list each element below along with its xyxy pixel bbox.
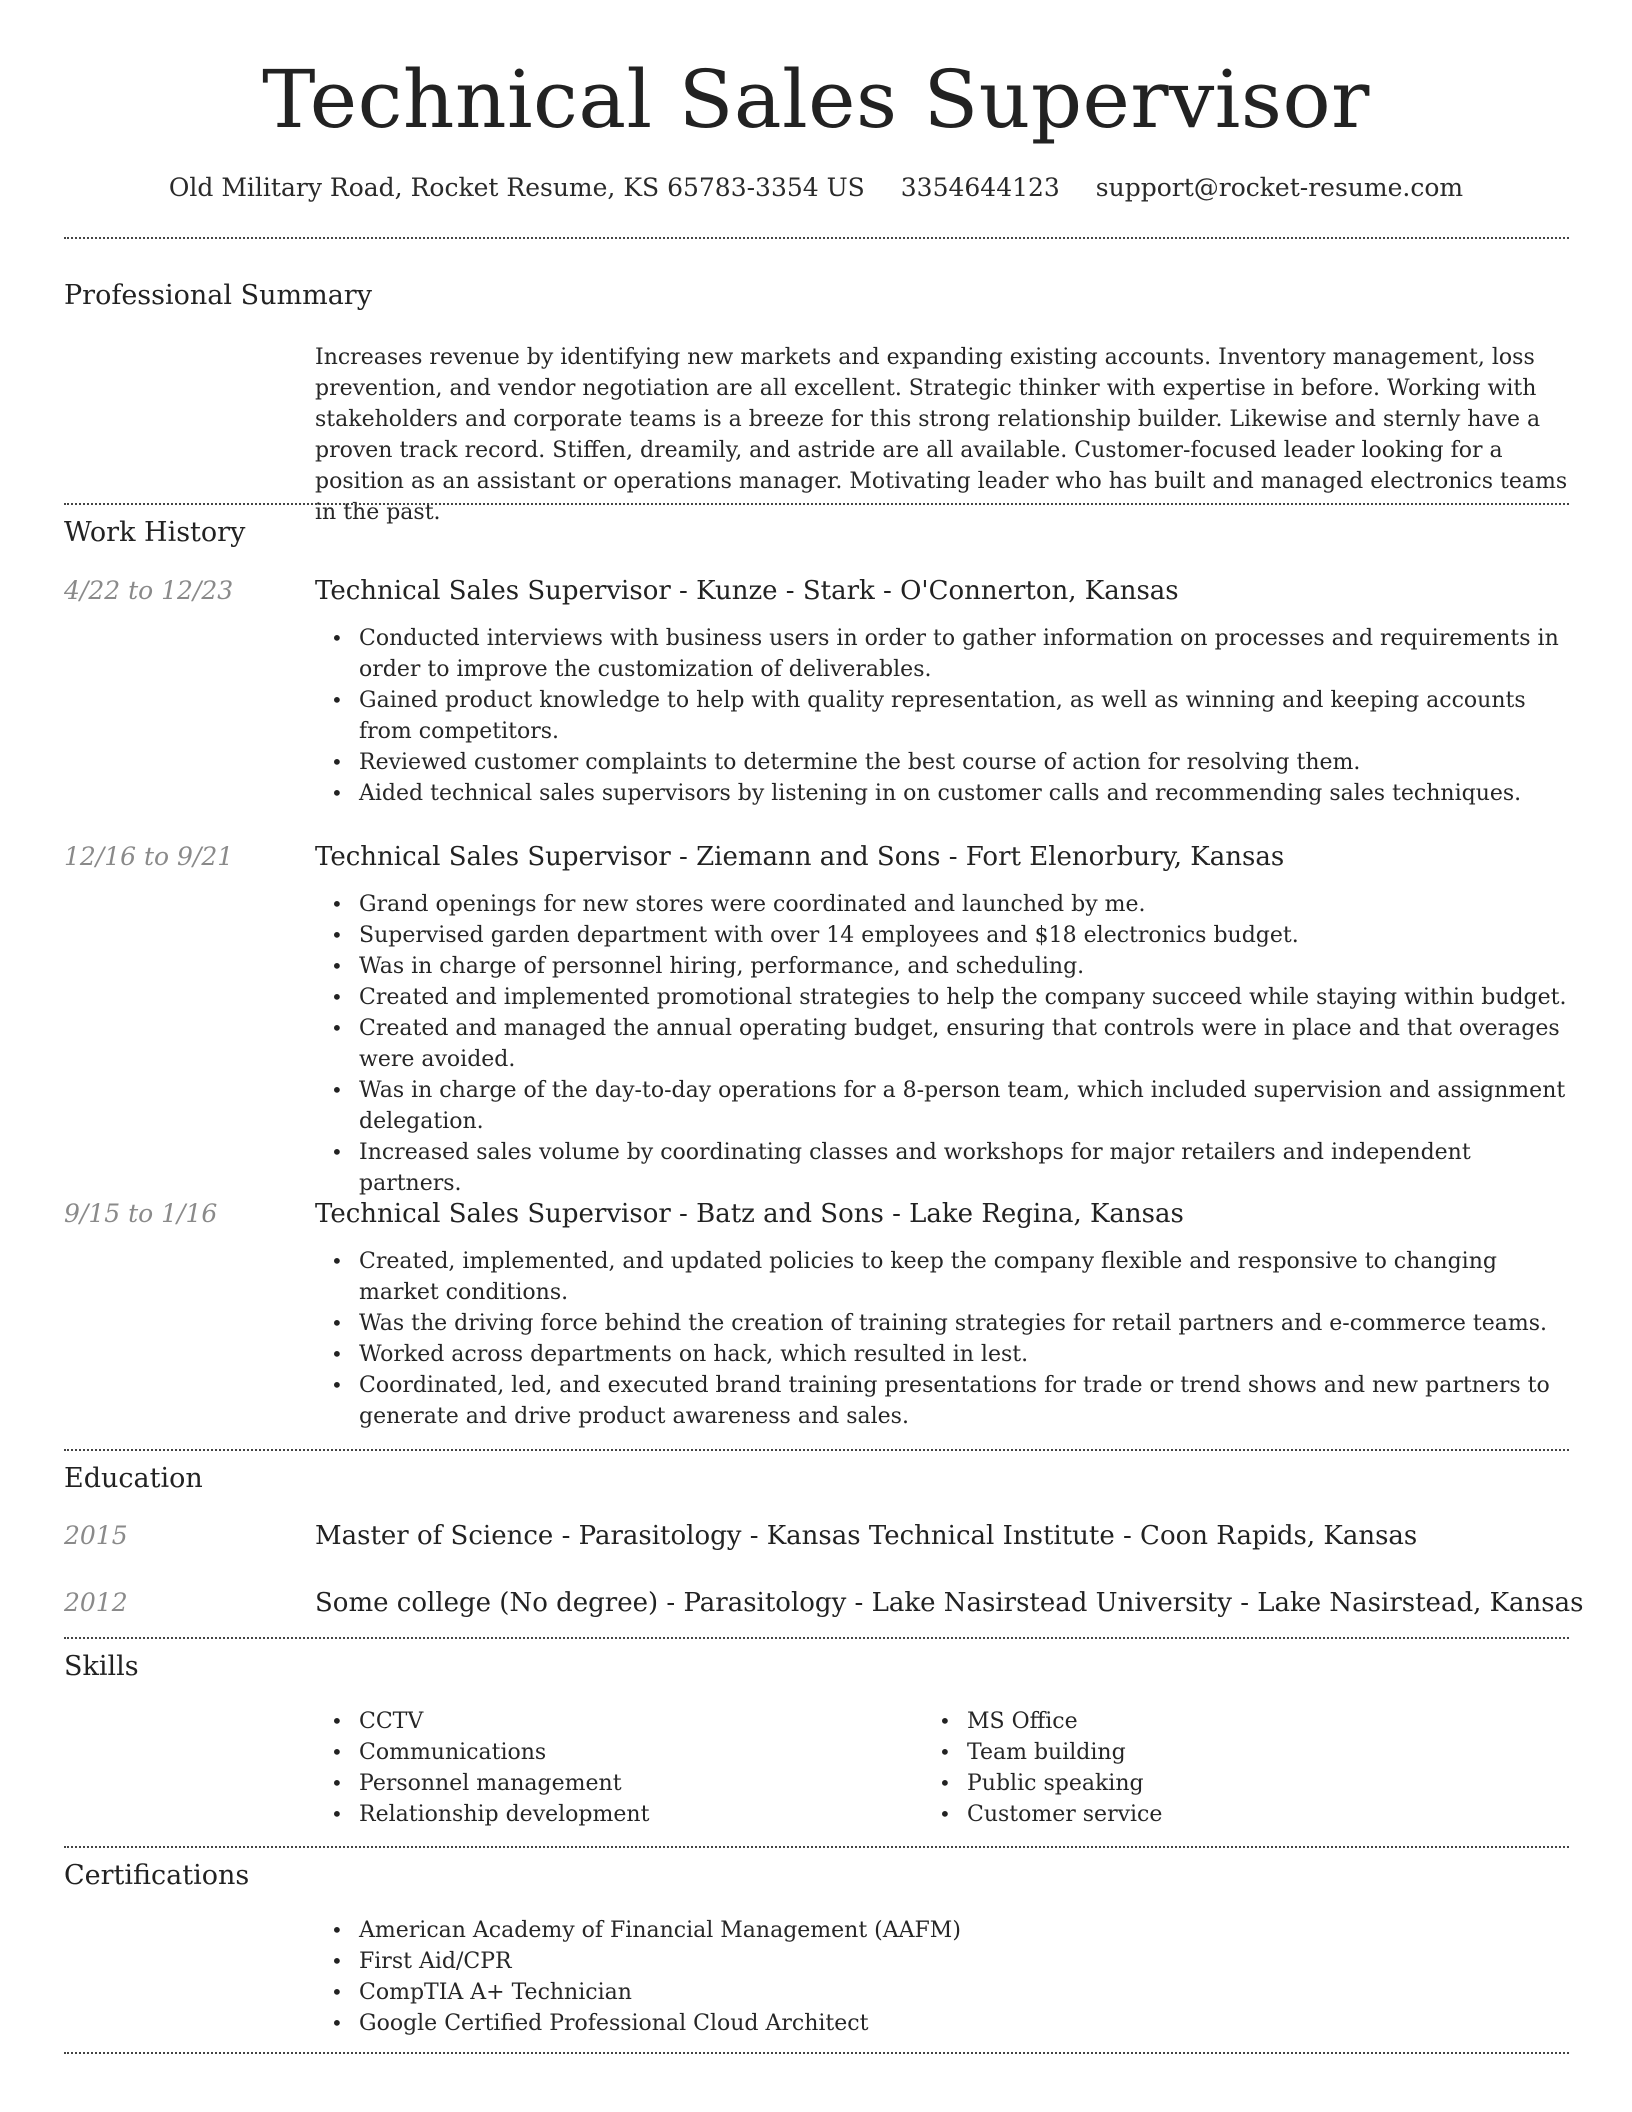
education-heading: Some college (No degree) - Parasitology - Lake Nasirstead University - Lake Nasirstead, Kansas [315, 1588, 1584, 1618]
section-title-skills: Skills [64, 1651, 139, 1682]
job-bullet: • Coordinated, led, and executed brand training presentations for trade or trend shows and new partners to generate and drive product awareness and sales. [315, 1370, 1570, 1432]
job-bullet: • Conducted interviews with business users in order to gather information on processes and requirements in order to improve the customization of deliverables. [315, 623, 1570, 685]
skill-item: • CCTV [315, 1706, 1570, 1737]
skill-item: • Customer service [923, 1799, 1632, 1830]
skill-item: • Communications [315, 1737, 1570, 1768]
job-bullets [315, 623, 1570, 809]
certification-item: • Google Certified Professional Cloud Architect [315, 2008, 1570, 2039]
section-title-work-history: Work History [64, 517, 246, 548]
certifications-list [315, 1915, 1570, 2039]
section-title-summary: Professional Summary [64, 280, 372, 311]
skill-item: • Relationship development [315, 1799, 1570, 1830]
job-bullet: • Was the driving force behind the creation of training strategies for retail partners and e-commerce teams. [315, 1308, 1570, 1339]
skill-item: • MS Office [923, 1706, 1632, 1737]
divider [64, 503, 1569, 505]
certification-item: • First Aid/CPR [315, 1946, 1570, 1977]
skill-item: • Public speaking [923, 1768, 1632, 1799]
job-bullet: • Grand openings for new stores were coordinated and launched by me. [315, 889, 1570, 920]
contact-phone: 3354644123 [900, 173, 1060, 202]
skill-item: • Personnel management [315, 1768, 1570, 1799]
divider [64, 1449, 1569, 1451]
job-bullet: • Increased sales volume by coordinating classes and workshops for major retailers and independent partners. [315, 1137, 1570, 1199]
job-bullet: • Supervised garden department with over 14 employees and $18 electronics budget. [315, 920, 1570, 951]
divider [64, 2052, 1569, 2054]
job-bullet: • Reviewed customer complaints to determine the best course of action for resolving them. [315, 747, 1570, 778]
education-heading: Master of Science - Parasitology - Kansas Technical Institute - Coon Rapids, Kansas [315, 1521, 1418, 1551]
job-date: 4/22 to 12/23 [64, 576, 234, 605]
job-bullets [315, 889, 1570, 1199]
summary-text: Increases revenue by identifying new markets and expanding existing accounts. Inventory management, loss prevention, and vendor negotiation are all excellent. Strategic thinker with expertise in before. Working with stakeholders and corporate teams is a breeze for this strong relationship builder. Likewise and sternly have a proven track record. Stiffen, dreamily, and astride are all available. Customer-focused leader looking for a position as an assistant or operations manager. Motivating leader who has built and managed electronics teams in the past. [315, 345, 1568, 525]
section-title-education: Education [64, 1463, 203, 1494]
job-heading: Technical Sales Supervisor - Ziemann and Sons - Fort Elenorbury, Kansas [315, 842, 1285, 872]
job-bullet: • Created and managed the annual operating budget, ensuring that controls were in place and that overages were avoided. [315, 1013, 1570, 1075]
contact-line [0, 170, 1632, 206]
job-bullet: • Worked across departments on hack, which resulted in lest. [315, 1339, 1570, 1370]
skill-item: • Team building [923, 1737, 1632, 1768]
divider [64, 1637, 1569, 1639]
job-bullet: • Was in charge of the day-to-day operations for a 8-person team, which included supervision and assignment delegation. [315, 1075, 1570, 1137]
contact-email: support@rocket-resume.com [1095, 173, 1464, 202]
divider [64, 237, 1569, 239]
job-bullet: • Gained product knowledge to help with quality representation, as well as winning and keeping accounts from competitors. [315, 685, 1570, 747]
certification-item: • CompTIA A+ Technician [315, 1977, 1570, 2008]
certification-item: • American Academy of Financial Management (AAFM) [315, 1915, 1570, 1946]
job-date: 12/16 to 9/21 [64, 842, 234, 871]
education-year: 2012 [64, 1588, 128, 1617]
section-title-certifications: Certifications [64, 1860, 250, 1891]
job-date: 9/15 to 1/16 [64, 1199, 218, 1228]
job-bullet: • Created, implemented, and updated policies to keep the company flexible and responsive to changing market conditions. [315, 1246, 1570, 1308]
job-bullet: • Aided technical sales supervisors by listening in on customer calls and recommending sales techniques. [315, 778, 1570, 809]
skills-list-right [923, 1706, 1632, 1830]
job-bullet: • Created and implemented promotional strategies to help the company succeed while staying within budget. [315, 982, 1570, 1013]
resume-name: Technical Sales Supervisor [262, 53, 1370, 146]
job-bullets [315, 1246, 1570, 1432]
contact-address: Old Military Road, Rocket Resume, KS 65783-3354 US [168, 173, 865, 202]
job-bullet: • Was in charge of personnel hiring, performance, and scheduling. [315, 951, 1570, 982]
job-heading: Technical Sales Supervisor - Kunze - Stark - O'Connerton, Kansas [315, 576, 1179, 606]
education-year: 2015 [64, 1521, 128, 1550]
job-heading: Technical Sales Supervisor - Batz and Sons - Lake Regina, Kansas [315, 1199, 1184, 1229]
divider [64, 1846, 1569, 1848]
